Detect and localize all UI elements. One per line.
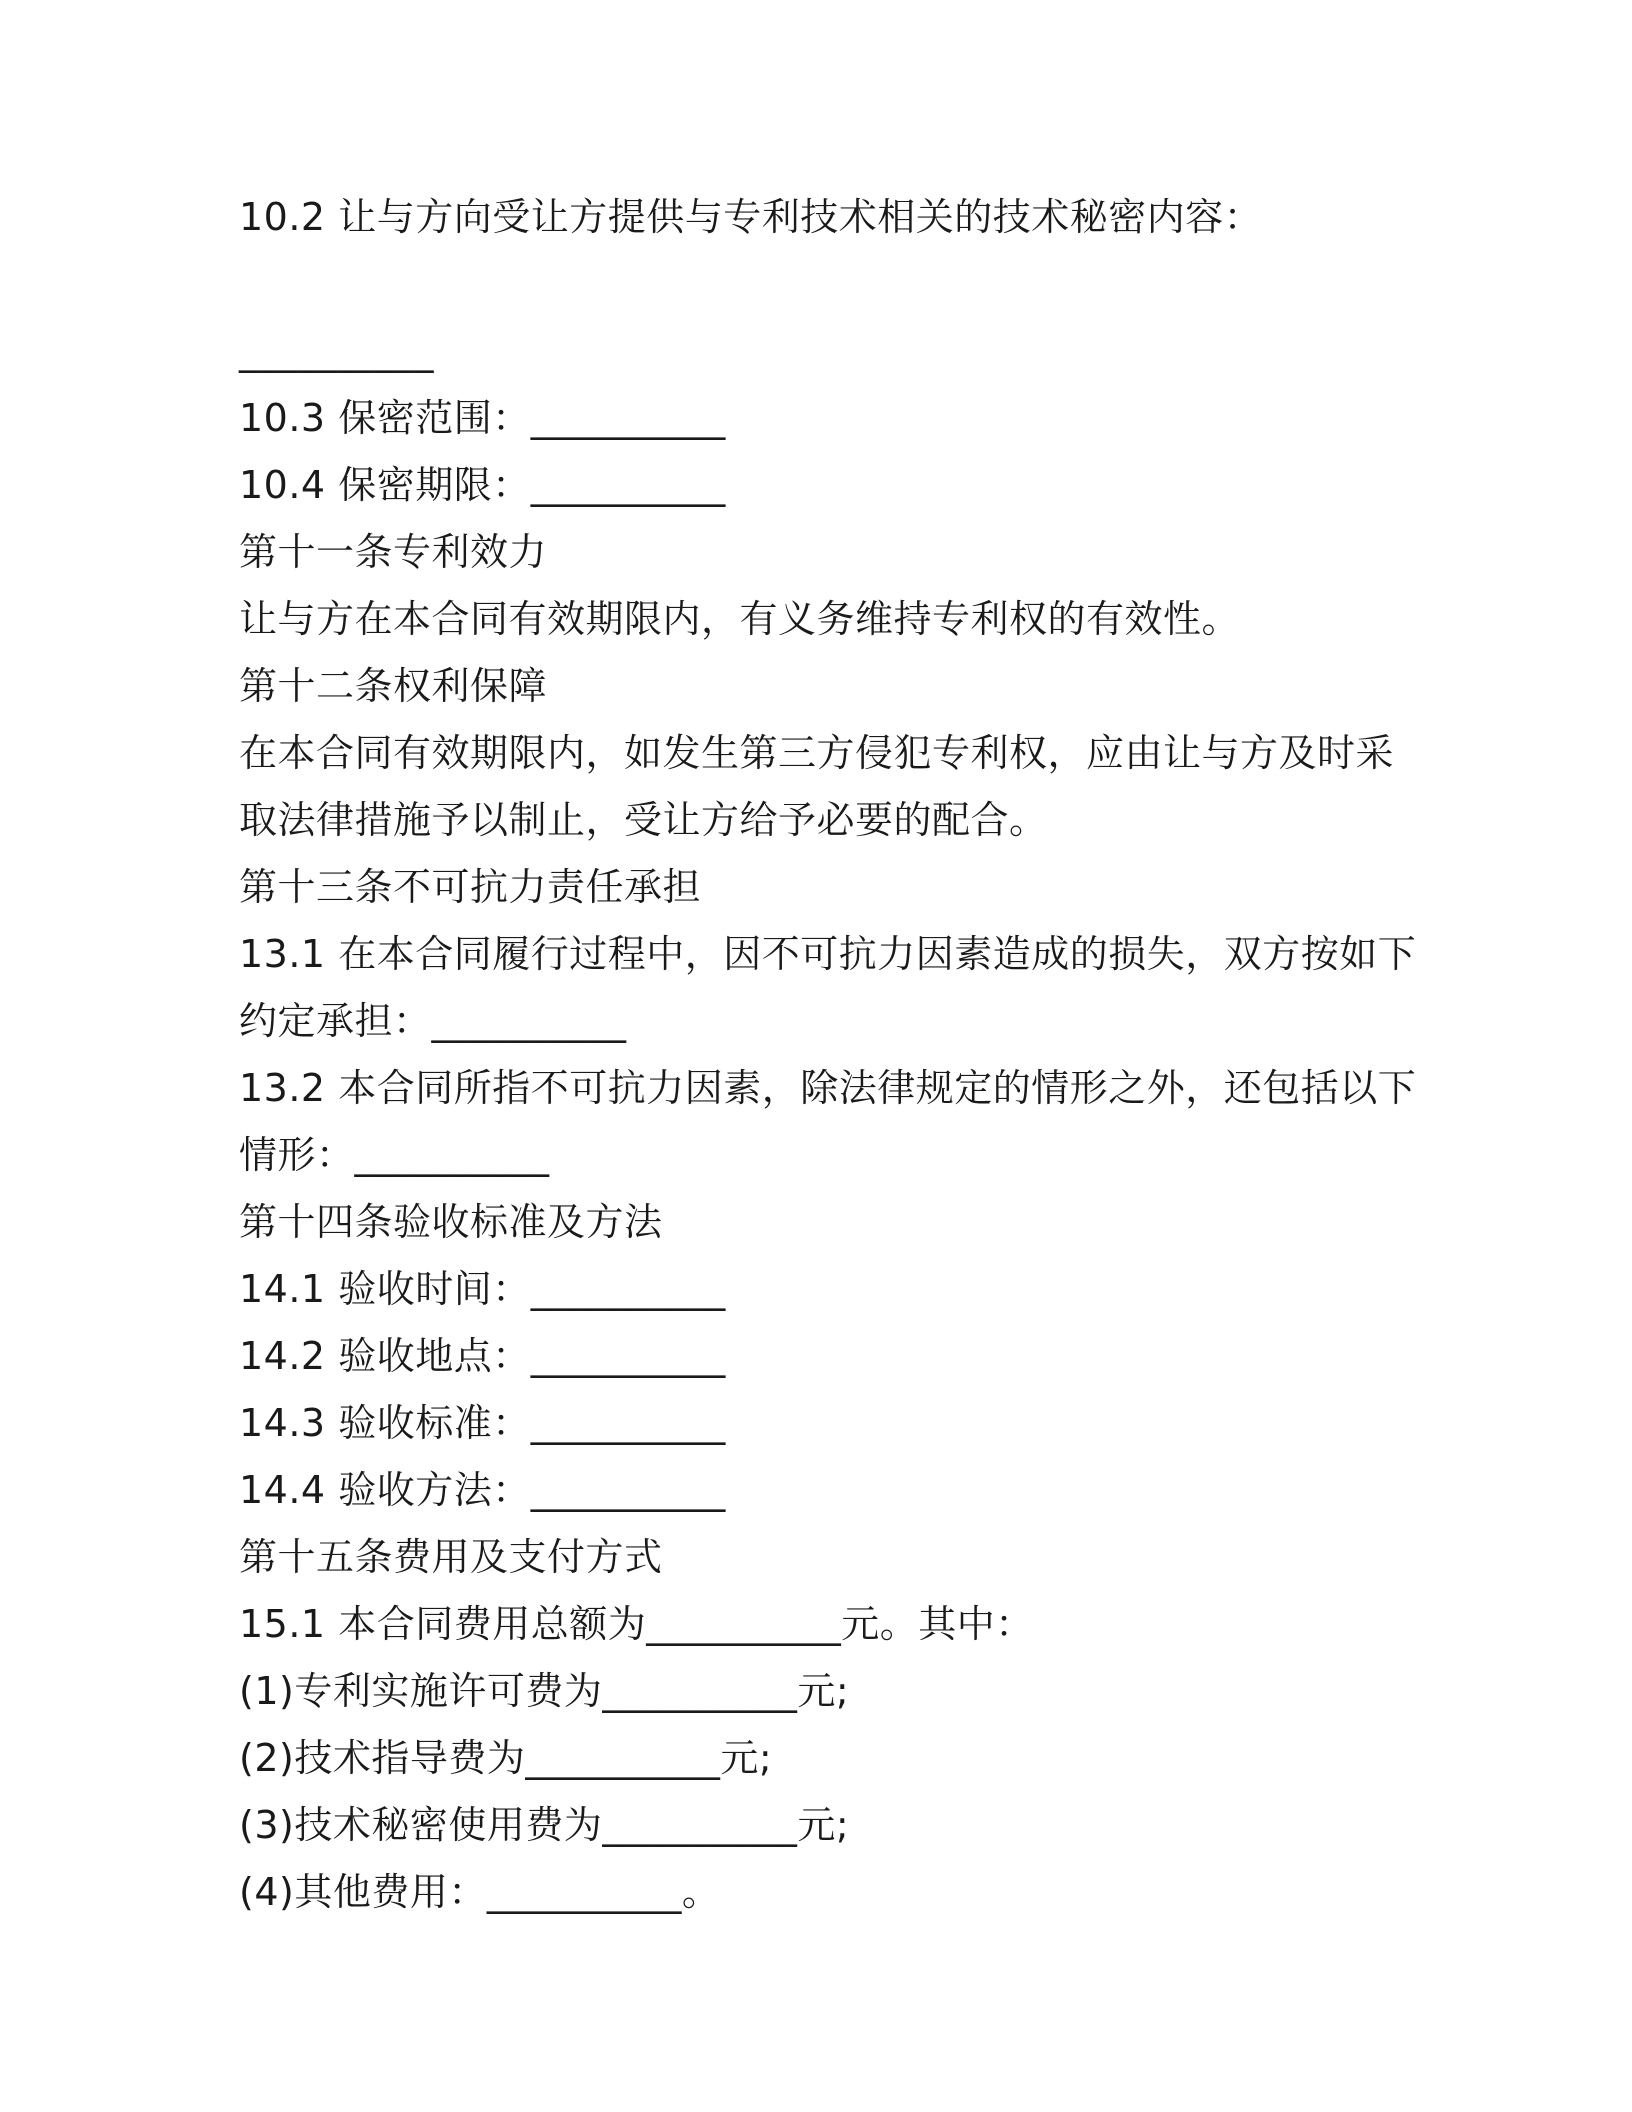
article-11-heading: 第十一条专利效力 [239,530,548,574]
clause-15-1: 15.1 本合同费用总额为__________元。其中： [239,1602,1034,1646]
article-12-heading: 第十二条权利保障 [239,664,548,708]
clause-14-4: 14.4 验收方法：__________ [239,1468,726,1512]
fee-item-2: (2)技术指导费为__________元; [239,1736,773,1780]
clause-13-1-line1: 13.1 在本合同履行过程中，因不可抗力因素造成的损失，双方按如下 [239,932,1417,976]
clause-13-2-line1: 13.2 本合同所指不可抗力因素，除法律规定的情形之外，还包括以下 [239,1066,1417,1110]
blank-line [239,251,1389,318]
clause-13-1-line2: 约定承担：__________ [239,999,627,1043]
document-page [239,184,1417,1926]
article-13-heading: 第十三条不可抗力责任承担 [239,865,702,909]
fee-item-1: (1)专利实施许可费为__________元; [239,1669,850,1713]
article-12-text-line2: 取法律措施予以制止，受让方给予必要的配合。 [239,798,1048,842]
clause-10-2-blank: __________ [239,329,434,373]
clause-10-3: 10.3 保密范围：__________ [239,396,726,440]
clause-14-1: 14.1 验收时间：__________ [239,1267,726,1311]
clause-14-3: 14.3 验收标准：__________ [239,1401,726,1445]
clause-10-2: 10.2 让与方向受让方提供与专利技术相关的技术秘密内容： [239,195,1263,239]
article-12-text-line1: 在本合同有效期限内，如发生第三方侵犯专利权，应由让与方及时采 [239,731,1395,775]
clause-13-2-line2: 情形：__________ [239,1133,550,1177]
clause-10-4: 10.4 保密期限：__________ [239,463,726,507]
article-11-text: 让与方在本合同有效期限内，有义务维持专利权的有效性。 [239,597,1241,641]
article-14-heading: 第十四条验收标准及方法 [239,1200,663,1244]
fee-item-4: (4)其他费用：__________。 [239,1870,721,1914]
article-15-heading: 第十五条费用及支付方式 [239,1535,663,1579]
fee-item-3: (3)技术秘密使用费为__________元; [239,1803,850,1847]
clause-14-2: 14.2 验收地点：__________ [239,1334,726,1378]
